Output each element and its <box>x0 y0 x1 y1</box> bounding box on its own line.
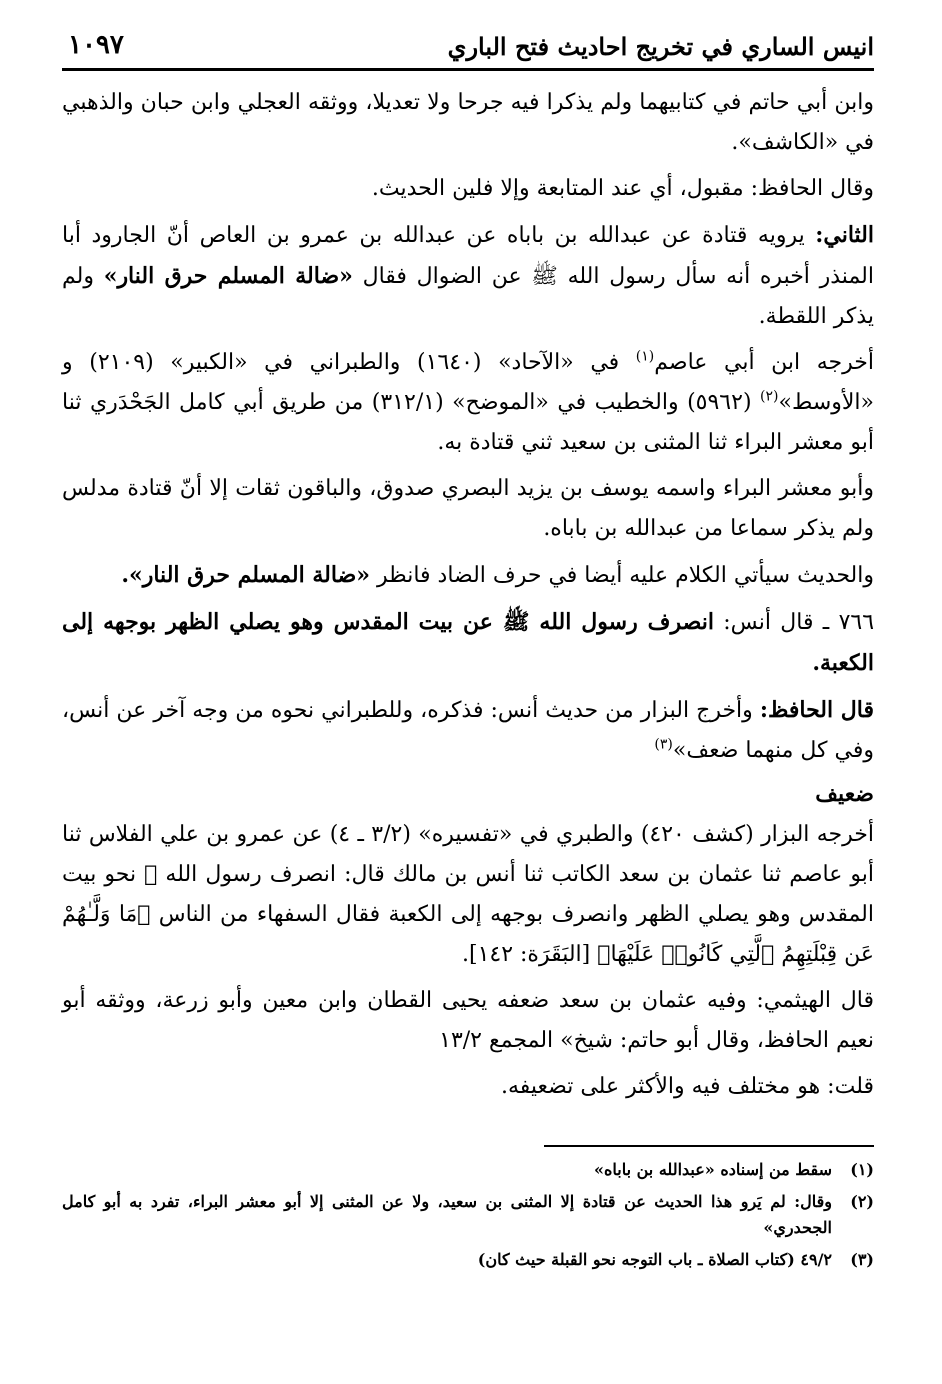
footnote-text: وقال: لم يَرو هذا الحديث عن قتادة إلا المثنى بن سعيد، ولا عن المثنى إلا أبو معشر البراء، تفرد به أبو كامل الجحدري» <box>62 1192 832 1237</box>
paragraph-4-text-a: أخرجه ابن أبي عاصم <box>654 350 874 375</box>
page-header <box>62 28 874 71</box>
page-number: ١٠٩٧ <box>68 30 124 60</box>
paragraph-6 <box>62 555 874 596</box>
footnote-ref-2[interactable]: (٢) <box>760 388 779 405</box>
footnote-ref-3[interactable]: (٣) <box>654 736 673 753</box>
paragraph-2: وقال الحافظ: مقبول، أي عند المتابعة وإلا فلين الحديث. <box>371 176 874 201</box>
paragraph-4 <box>62 343 874 463</box>
footnotes <box>62 1157 874 1273</box>
footnote-number: (١) <box>850 1160 874 1179</box>
paragraph-3-text-a: يرويه قتادة عن عبدالله بن باباه عن عبدالله بن عمرو بن العاص أنّ الجارود أبا المنذر أخبره أنه سأل رسول الله ﷺ عن الضوال فقال <box>62 223 874 289</box>
hadith-766 <box>62 602 874 684</box>
paragraph-1: وابن أبي حاتم في كتابيهما ولم يذكرا فيه جرحا ولا تعديلا، ووثقه العجلي وابن حبان والذهبي في «الكاشف». <box>62 90 874 155</box>
main-text <box>62 83 874 1107</box>
paragraph-8-lead: قال الحافظ: <box>759 697 874 723</box>
footnote-text: سقط من إسناده «عبدالله بن باباه» <box>594 1160 832 1179</box>
footnote-number: (٢) <box>850 1192 874 1211</box>
hadith-766-intro: ٧٦٦ ـ قال أنس: <box>713 610 875 635</box>
paragraph-10: قال الهيثمي: وفيه عثمان بن سعد ضعفه يحيى القطان وابن معين وأبو زرعة، ووثقه أبو نعيم الحافظ، وقال أبو حاتم: شيخ» المجمع ١٣/٢ <box>62 988 874 1053</box>
paragraph-6-text-a: والحديث سيأتي الكلام عليه أيضا في حرف الضاد فانظر <box>370 563 874 588</box>
footnote-3 <box>62 1247 874 1273</box>
paragraph-8-text: وأخرج البزار من حديث أنس: فذكره، وللطبراني نحوه من وجه آخر عن أنس، وفي كل منهما ضعف» <box>62 698 874 763</box>
page <box>62 28 874 1368</box>
paragraph-9: أخرجه البزار (كشف ٤٢٠) والطبري في «تفسيره» (٣/٢ ـ ٤) عن عمرو بن علي الفلاس ثنا أبو عاصم ثنا عثمان بن سعد الكاتب ثنا أنس بن مالك قال: انصرف رسول الله ﷺ نحو بيت المقدس وهو يصلي الظهر وانصرف بوجهه إلى الكعبة فقال السفهاء من الناس ﴿مَا وَلَّـٰهُمْ عَن قِبْلَتِهِمُ ٱلَّتِي كَانُوا۟ عَلَيْهَا﴾ [البَقَرَة: ١٤٢]. <box>62 822 875 967</box>
paragraph-3-text-b: ولم يذكر اللقطة. <box>62 264 874 329</box>
paragraph-5: وأبو معشر البراء واسمه يوسف بن يزيد البصري صدوق، والباقون ثقات إلا أنّ قتادة مدلس ولم يذكر سماعا من عبدالله بن باباه. <box>62 476 874 541</box>
footnote-text: ٤٩/٢ (كتاب الصلاة ـ باب التوجه نحو القبلة حيث كان) <box>477 1250 832 1269</box>
paragraph-4-text-c: (٥٩٦٢) والخطيب في «الموضح» (٣١٢/١) من طريق أبي كامل الجَحْدَري ثنا أبو معشر البراء ثنا المثنى بن سعيد ثني قتادة به. <box>62 390 874 455</box>
footnote-divider <box>544 1145 874 1147</box>
paragraph-4-text-b: في «الآحاد» (١٦٤٠) والطبراني في «الكبير» (٢١٠٩) و «الأوسط» <box>62 350 875 415</box>
footnote-1 <box>62 1157 874 1183</box>
paragraph-6-highlight: «ضالة المسلم حرق النار». <box>121 562 371 588</box>
paragraph-3-highlight: «ضالة المسلم حرق النار» <box>103 263 353 289</box>
grading-heading: ضعيف <box>815 781 874 807</box>
paragraph-3-lead: الثاني: <box>815 222 874 248</box>
paragraph-8 <box>62 690 874 771</box>
footnote-ref-1[interactable]: (١) <box>635 348 655 365</box>
paragraph-3 <box>62 215 874 337</box>
footnote-number: (٣) <box>850 1250 874 1269</box>
hadith-766-text: انصرف رسول الله ﷺ عن بيت المقدس وهو يصلي الظهر بوجهه إلى الكعبة. <box>62 609 874 676</box>
running-title: انيس الساري في تخريج احاديث فتح الباري <box>447 32 874 61</box>
paragraph-11: قلت: هو مختلف فيه والأكثر على تضعيفه. <box>500 1074 874 1099</box>
footnote-2 <box>62 1189 874 1241</box>
